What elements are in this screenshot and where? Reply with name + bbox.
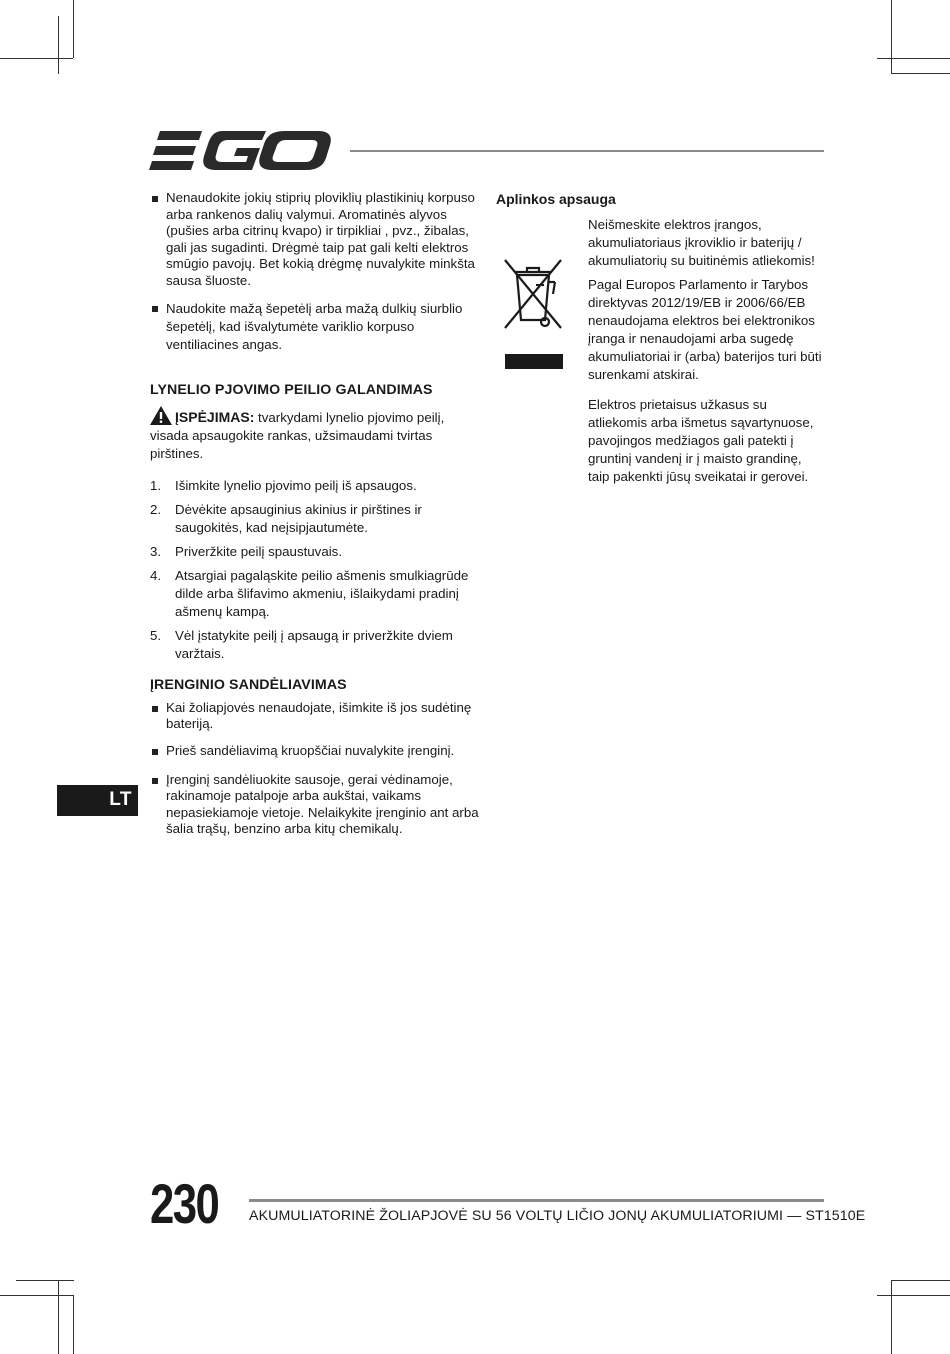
list-item: 5. Vėl įstatykite peilį į apsaugą ir priveržkite dviem varžtais. — [150, 628, 453, 662]
list-item: Kai žoliapjovės nenaudojate, išimkite iš jos sudėtinę bateriją. — [150, 700, 480, 733]
list-item: 4. Atsargiai pagaląskite peilio ašmenis smulkiagrūde dilde arba šlifavimo akmeniu, išlaikydami pradinį ašmenų kampą. — [150, 568, 469, 620]
footer-rule — [249, 1199, 824, 1202]
section-heading-sharpening: LYNELIO PJOVIMO PEILIO GALANDIMAS — [150, 381, 433, 398]
section-heading-environment: Aplinkos apsauga — [496, 191, 616, 207]
list-item: 1. Išimkite lynelio pjovimo peilį iš apsaugos. — [150, 478, 417, 494]
warning-label: ĮSPĖJIMAS: — [175, 409, 255, 426]
environment-text — [588, 216, 826, 486]
list-item: Įrenginį sandėliuokite sausoje, gerai vėdinamoje, rakinamoje patalpoje arba aukštai, vaikams nepasiekiamoje vietoje. Nelaikykite įrenginio ant arba šalia trąšų, benzino arba kitų chemikalų. — [150, 772, 480, 838]
environment-block — [496, 216, 826, 486]
list-item: Nenaudokite jokių stiprių ploviklių plastikinių korpuso arba rankenos dalių valymui. Aromatinės alyvos (pušies arba citrinų kvapo) ir tirpikliai , pvz., žibalas, gali jas sugadinti. Drėgmė taip pat gali kelti elektros smūgio pavojų. Bet kokią drėgmę nuvalykite minkšta sausa šluoste. — [150, 190, 480, 290]
sharpening-steps — [150, 477, 480, 663]
paragraph: Elektros prietaisus užkasus su atliekomis arba išmetus sąvartynuose, pavojingos medžiagos gali patekti į gruntinį vandenį ir į maisto grandinę, taip pakenkti jūsų sveikatai ir gerovei. — [588, 397, 814, 484]
left-column — [150, 190, 480, 848]
warning-notice — [150, 406, 480, 463]
crossed-out-wheelie-bin-icon — [499, 254, 565, 370]
header-rule — [350, 150, 824, 152]
list-item: Naudokite mažą šepetėlį arba mažą dulkių siurblio šepetėlį, kad išvalytumėte variklio korpuso ventiliacines angas. — [150, 300, 480, 354]
paragraph: Neišmeskite elektros įrangos, akumuliatoriaus įkroviklio ir baterijų / akumuliatorių su buitinėmis atliekomis! — [588, 217, 815, 268]
warning-triangle-icon — [150, 406, 172, 425]
language-tab — [57, 785, 138, 816]
paragraph: Pagal Europos Parlamento ir Tarybos direktyvas 2012/19/EB ir 2006/66/EB nenaudojama elektros bei elektronikos įranga ir nenaudojami arba sugedę akumuliatoriai ir (arba) baterijos turi būti surenkami atskirai. — [588, 277, 822, 382]
language-code: LT — [109, 789, 132, 810]
list-item: Prieš sandėliavimą kruopščiai nuvalykite įrenginį. — [150, 743, 480, 760]
ego-logo — [148, 128, 332, 174]
section-heading-storage: ĮRENGINIO SANDĖLIAVIMAS — [150, 677, 347, 694]
footer-title: AKUMULIATORINĖ ŽOLIAPJOVĖ SU 56 VOLTŲ LIČIO JONŲ AKUMULIATORIUMI — ST1510E — [249, 1208, 866, 1224]
page-number: 230 — [150, 1172, 219, 1235]
warning-text: tvarkydami lynelio pjovimo peilį, visada apsaugokite rankas, užsimaudami tvirtas pirštines. — [150, 410, 445, 462]
list-item: 3. Priveržkite peilį spaustuvais. — [150, 544, 343, 560]
list-item: 2. Dėvėkite apsauginius akinius ir pirštines ir saugokitės, kad neįsipjautumėte. — [150, 502, 422, 536]
right-column — [496, 190, 826, 492]
